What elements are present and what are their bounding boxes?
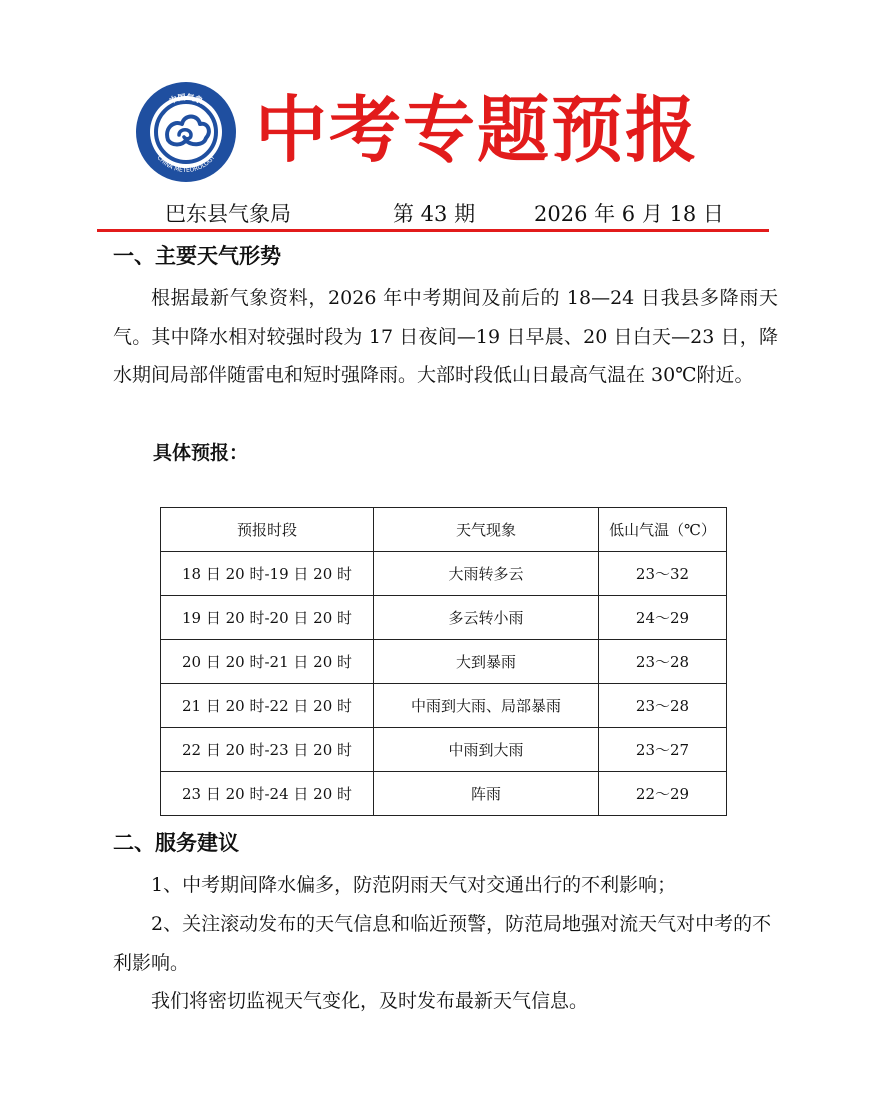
header-weather: 天气现象	[374, 508, 599, 552]
cell-period: 18 日 20 时-19 日 20 时	[161, 552, 374, 596]
forecast-table	[160, 507, 727, 816]
agency-name: 巴东县气象局	[165, 202, 291, 226]
weather-overview-paragraph: 根据最新气象资料，2026 年中考期间及前后的 18—24 日我县多降雨天气。其中降水相对较强时段为 17 日夜间—19 日早晨、20 日白天—23 日，降水期间局部伴随雷电和短时强降雨。大部时段低山日最高气温在 30℃附近。	[113, 287, 778, 386]
table-header-row	[161, 508, 727, 552]
cell-weather: 中雨到大雨、局部暴雨	[374, 684, 599, 728]
cell-temperature: 24～29	[599, 596, 727, 640]
cell-weather: 多云转小雨	[374, 596, 599, 640]
table-row	[161, 728, 727, 772]
table-row	[161, 772, 727, 816]
cell-weather: 大雨转多云	[374, 552, 599, 596]
table-row	[161, 684, 727, 728]
cell-temperature: 23～32	[599, 552, 727, 596]
cell-period: 19 日 20 时-20 日 20 时	[161, 596, 374, 640]
closing-statement: 我们将密切监视天气变化，及时发布最新天气信息。	[151, 990, 589, 1012]
issue-number: 第 43 期	[393, 202, 476, 226]
cell-temperature: 23～28	[599, 684, 727, 728]
masthead-title: 中考专题预报	[255, 88, 700, 172]
header-divider	[97, 229, 769, 232]
header-period: 预报时段	[161, 508, 374, 552]
table-row	[161, 596, 727, 640]
svg-text:中国气象: 中国气象	[167, 92, 205, 106]
cell-temperature: 23～27	[599, 728, 727, 772]
table-row	[161, 640, 727, 684]
forecast-subheading: 具体预报：	[153, 442, 249, 464]
china-meteorology-logo	[134, 80, 238, 184]
cell-weather: 中雨到大雨	[374, 728, 599, 772]
svg-text:CHINA METEOROLOGY: CHINA METEOROLOGY	[155, 154, 217, 175]
table-row	[161, 552, 727, 596]
advice-item-2: 2、关注滚动发布的天气信息和临近预警，防范局地强对流天气对中考的不利影响。	[113, 913, 772, 974]
cell-period: 22 日 20 时-23 日 20 时	[161, 728, 374, 772]
cell-temperature: 22～29	[599, 772, 727, 816]
header-temperature: 低山气温（℃）	[599, 508, 727, 552]
cell-period: 23 日 20 时-24 日 20 时	[161, 772, 374, 816]
section1-heading: 一、主要天气形势	[113, 244, 281, 268]
cell-period: 20 日 20 时-21 日 20 时	[161, 640, 374, 684]
cell-temperature: 23～28	[599, 640, 727, 684]
section2-heading: 二、服务建议	[113, 831, 239, 855]
cell-weather: 阵雨	[374, 772, 599, 816]
issue-date: 2026 年 6 月 18 日	[534, 202, 724, 226]
cell-weather: 大到暴雨	[374, 640, 599, 684]
cell-period: 21 日 20 时-22 日 20 时	[161, 684, 374, 728]
advice-item-1: 1、中考期间降水偏多，防范阴雨天气对交通出行的不利影响；	[151, 874, 677, 896]
